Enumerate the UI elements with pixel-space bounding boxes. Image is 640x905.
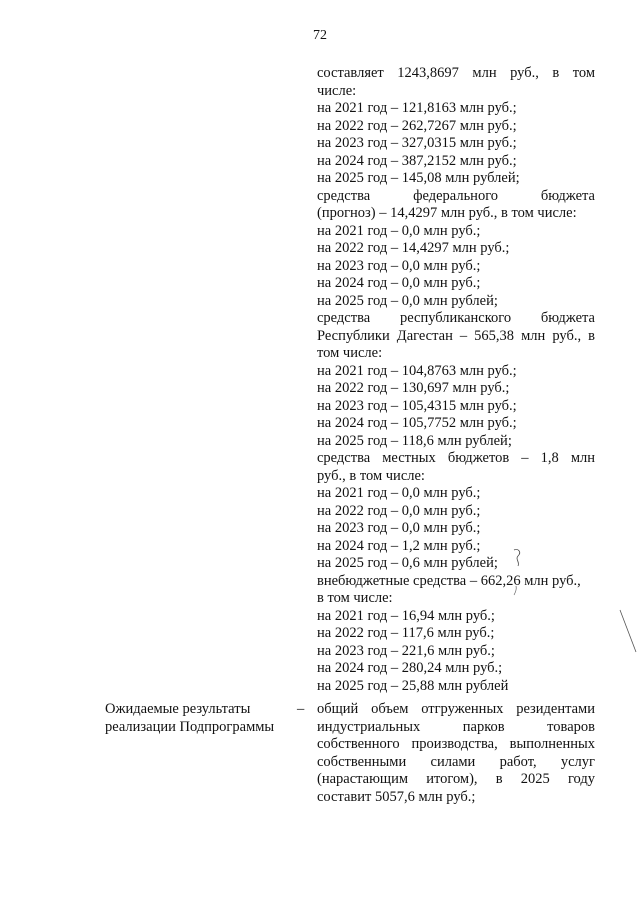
text-line: на 2024 год – 0,0 млн руб.; — [317, 275, 481, 291]
text-line: руб., в том числе: — [317, 467, 425, 484]
text-line: на 2023 год – 0,0 млн руб.; — [317, 257, 481, 274]
label-line: Ожидаемые результаты — [105, 701, 251, 717]
text-line: на 2022 год – 262,7267 млн руб.; — [317, 117, 517, 134]
text-line: Республики Дагестан – 565,38 млн руб., в — [317, 327, 595, 344]
text-line: на 2021 год – 0,0 млн руб.; — [317, 222, 481, 239]
text-line: на 2022 год – 14,4297 млн руб.; — [317, 240, 510, 256]
text-line: на 2024 год – 105,7752 млн руб.; — [317, 415, 517, 431]
text-line: составляет 1243,8697 млн руб., в том — [317, 65, 595, 81]
label-line: реализации Подпрограммы — [105, 718, 275, 735]
text-line: числе: — [317, 82, 357, 99]
text-line: на 2025 год – 0,6 млн рублей; — [317, 555, 498, 571]
text-line: средства местных бюджетов – 1,8 млн — [317, 450, 595, 466]
text-line: на 2023 год – 221,6 млн руб.; — [317, 642, 495, 659]
text-line: на 2023 год – 327,0315 млн руб.; — [317, 135, 517, 151]
funding-text-column — [317, 65, 595, 695]
text-line: индустриальных парков товаров — [317, 718, 595, 735]
text-line: (нарастающим итогом), в 2025 году — [317, 771, 595, 787]
results-text — [317, 701, 595, 806]
text-line: на 2025 год – 145,08 млн рублей; — [317, 170, 520, 186]
text-line: собственными силами работ, услуг — [317, 753, 595, 770]
results-label — [105, 701, 295, 736]
text-line: на 2023 год – 105,4315 млн руб.; — [317, 397, 517, 414]
text-line: на 2021 год – 0,0 млн руб.; — [317, 485, 481, 501]
text-line: на 2025 год – 0,0 млн рублей; — [317, 292, 498, 309]
text-line: составит 5057,6 млн руб.; — [317, 788, 476, 805]
text-line: на 2023 год – 0,0 млн руб.; — [317, 520, 481, 536]
text-line: на 2022 год – 130,697 млн руб.; — [317, 380, 510, 396]
handwritten-mark-icon — [506, 546, 528, 596]
margin-line-mark — [618, 608, 638, 654]
text-line: на 2025 год – 25,88 млн рублей — [317, 677, 509, 694]
results-dash: – — [297, 701, 305, 717]
text-line: на 2021 год – 16,94 млн руб.; — [317, 607, 495, 624]
text-line: средства республиканского бюджета — [317, 310, 595, 326]
text-line: собственного производства, выполненных — [317, 736, 595, 752]
text-line: на 2021 год – 121,8163 млн руб.; — [317, 100, 517, 116]
text-line: на 2024 год – 280,24 млн руб.; — [317, 660, 503, 676]
text-line: на 2024 год – 387,2152 млн руб.; — [317, 152, 517, 169]
text-line: в том числе: — [317, 590, 393, 606]
text-line: на 2022 год – 0,0 млн руб.; — [317, 502, 481, 519]
text-line: (прогноз) – 14,4297 млн руб., в том числе: — [317, 205, 577, 221]
text-line: том числе: — [317, 345, 383, 361]
text-line: на 2021 год – 104,8763 млн руб.; — [317, 362, 517, 379]
page-number: 72 — [313, 28, 327, 43]
text-line: внебюджетные средства – 662,26 млн руб., — [317, 572, 581, 589]
text-line: на 2025 год – 118,6 млн рублей; — [317, 432, 512, 449]
text-line: на 2024 год – 1,2 млн руб.; — [317, 537, 481, 554]
text-line: на 2022 год – 117,6 млн руб.; — [317, 625, 495, 641]
text-line: средства федерального бюджета — [317, 187, 595, 204]
text-line: общий объем отгруженных резидентами — [317, 701, 595, 717]
